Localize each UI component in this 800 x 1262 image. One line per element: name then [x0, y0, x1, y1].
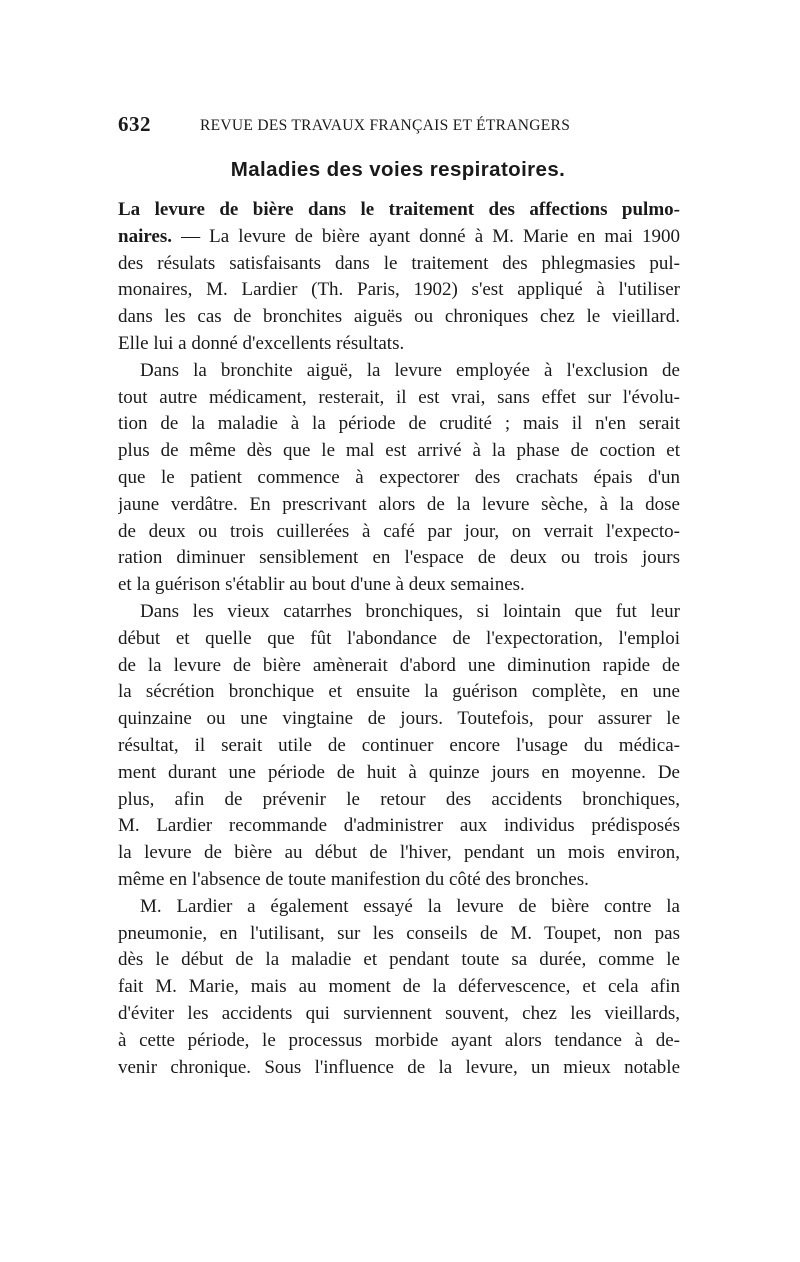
text-line: des résulats satisfaisants dans le traitement des phlegmasies pul-	[118, 252, 680, 274]
text-line: et la guérison s'établir au bout d'une à deux semaines.	[118, 574, 525, 596]
text-line: quinzaine ou une vingtaine de jours. Toutefois, pour assurer le	[118, 708, 680, 730]
text-line: résultat, il serait utile de continuer encore l'usage du médica-	[118, 734, 680, 756]
text-line: tout autre médicament, resterait, il est vrai, sans effet sur l'évolu-	[118, 386, 680, 408]
text-line: de deux ou trois cuillerées à café par jour, on verrait l'expecto-	[118, 520, 680, 542]
page-number: 632	[118, 112, 151, 136]
text-line: tion de la maladie à la période de crudité ; mais il n'en serait	[118, 413, 680, 435]
text-line: Dans les vieux catarrhes bronchiques, si lointain que fut leur	[140, 600, 680, 622]
text-line: que le patient commence à expectorer des crachats épais d'un	[118, 466, 680, 488]
text-line: dans les cas de bronchites aiguës ou chroniques chez le vieillard.	[118, 306, 680, 328]
article-heading-end: naires.	[118, 225, 173, 247]
text-line: de la levure de bière amènerait d'abord une diminution rapide de	[118, 654, 680, 676]
text-line: Elle lui a donné d'excellents résultats.	[118, 332, 405, 354]
text-line: M. Lardier recommande d'administrer aux individus prédisposés	[118, 815, 680, 837]
text-line: Dans la bronchite aiguë, la levure employée à l'exclusion de	[140, 359, 680, 381]
text-line: la sécrétion bronchique et ensuite la guérison complète, en une	[118, 681, 680, 703]
text-line: ration diminuer sensiblement en l'espace de deux ou trois jours	[118, 547, 680, 569]
text-line: pneumonie, en l'utilisant, sur les conseils de M. Toupet, non pas	[118, 922, 680, 944]
text-line: la levure de bière au début de l'hiver, pendant un mois environ,	[118, 842, 680, 864]
text-line: début et quelle que fût l'abondance de l'expectoration, l'emploi	[118, 627, 680, 649]
text-line: d'éviter les accidents qui surviennent souvent, chez les vieillards,	[118, 1002, 680, 1024]
section-title: Maladies des voies respiratoires.	[230, 158, 566, 181]
running-head	[118, 112, 678, 142]
text-line	[118, 224, 680, 251]
article-body	[118, 197, 680, 1081]
text-line: M. Lardier a également essayé la levure de bière contre la	[140, 895, 680, 917]
text-line: même en l'absence de toute manifestion du côté des bronches.	[118, 868, 589, 890]
text-line: ment durant une période de huit à quinze jours en moyenne. De	[118, 761, 680, 783]
text-line: plus, afin de prévenir le retour des accidents bronchiques,	[118, 788, 680, 810]
text-line: jaune verdâtre. En prescrivant alors de la levure sèche, à la dose	[118, 493, 680, 515]
text-line: plus de même dès que le mal est arrivé à la phase de coction et	[118, 440, 680, 462]
text-line: fait M. Marie, mais au moment de la défervescence, et cela afin	[118, 976, 680, 998]
text-line: dès le début de la maladie et pendant toute sa durée, comme le	[118, 949, 680, 971]
text-line: venir chronique. Sous l'influence de la levure, un mieux notable	[118, 1056, 680, 1078]
text-line-content: — La levure de bière ayant donné à M. Marie en mai 1900	[172, 225, 680, 247]
running-title: REVUE DES TRAVAUX FRANÇAIS ET ÉTRANGERS	[200, 117, 571, 134]
text-line: monaires, M. Lardier (Th. Paris, 1902) s'est appliqué à l'utiliser	[118, 279, 680, 301]
article-heading: La levure de bière dans le traitement des affections pulmo-	[118, 199, 680, 220]
text-line: à cette période, le processus morbide ayant alors tendance à de-	[118, 1029, 680, 1051]
